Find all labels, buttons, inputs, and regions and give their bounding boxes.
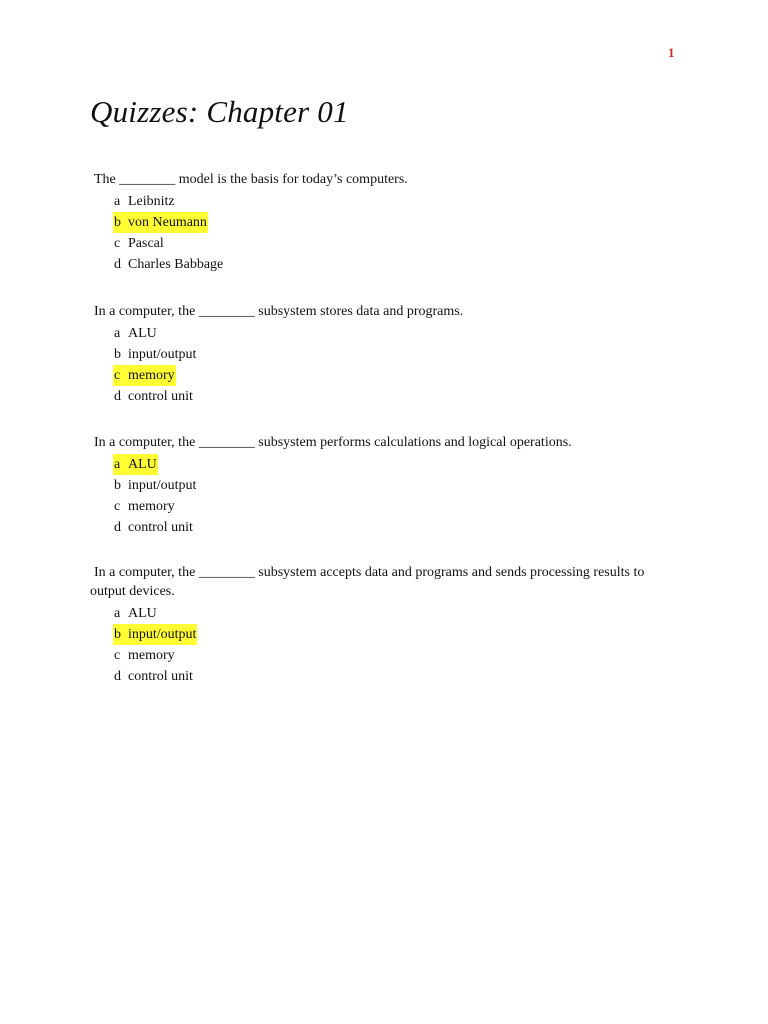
option-letter: b [114, 478, 121, 493]
question-text: The ________ model is the basis for today’s computers. [94, 172, 408, 187]
option-letter: b [114, 627, 121, 642]
option-b [90, 344, 690, 365]
option-a [90, 191, 690, 212]
quiz-question-4 [90, 563, 690, 687]
option-text: Pascal [128, 236, 164, 251]
option-text: von Neumann [128, 215, 207, 230]
option-letter: c [114, 236, 121, 251]
option-d [90, 666, 690, 687]
options-list [90, 191, 690, 275]
option-a [90, 323, 690, 344]
option-d [90, 254, 690, 275]
option-d [90, 517, 690, 538]
quiz-question-2 [90, 302, 690, 407]
option-letter: a [114, 457, 121, 472]
question-text: In a computer, the ________ subsystem accepts data and programs and sends processing results to output devices. [90, 565, 645, 599]
quiz-question-3 [90, 433, 690, 538]
option-letter: d [114, 669, 121, 684]
page-number: 1 [668, 45, 675, 60]
option-text: control unit [128, 389, 193, 404]
options-list [90, 603, 690, 687]
option-text: memory [128, 368, 175, 383]
option-text: input/output [128, 627, 197, 642]
option-text: ALU [128, 457, 157, 472]
option-text: control unit [128, 669, 193, 684]
option-letter: a [114, 606, 121, 621]
option-text: control unit [128, 520, 193, 535]
option-b [90, 475, 690, 496]
option-text: ALU [128, 326, 157, 341]
option-letter: c [114, 499, 121, 514]
option-letter: d [114, 257, 121, 272]
page-title: Quizzes: Chapter 01 [90, 94, 349, 129]
option-letter: a [114, 326, 121, 341]
option-letter: d [114, 389, 121, 404]
option-text: memory [128, 499, 175, 514]
option-c [90, 496, 690, 517]
option-d [90, 386, 690, 407]
option-letter: b [114, 215, 121, 230]
option-text: Leibnitz [128, 194, 175, 209]
option-text: Charles Babbage [128, 257, 224, 272]
option-c [90, 365, 690, 386]
option-text: ALU [128, 606, 157, 621]
option-b [90, 212, 690, 233]
option-b [90, 624, 690, 645]
option-letter: c [114, 368, 121, 383]
option-letter: c [114, 648, 121, 663]
options-list [90, 454, 690, 538]
option-a [90, 603, 690, 624]
quiz-question-1 [90, 170, 690, 275]
option-letter: b [114, 347, 121, 362]
option-letter: d [114, 520, 121, 535]
option-a [90, 454, 690, 475]
option-text: memory [128, 648, 175, 663]
options-list [90, 323, 690, 407]
option-text: input/output [128, 478, 197, 493]
option-text: input/output [128, 347, 197, 362]
option-c [90, 233, 690, 254]
question-text: In a computer, the ________ subsystem performs calculations and logical operations. [94, 435, 572, 450]
option-letter: a [114, 194, 121, 209]
question-text: In a computer, the ________ subsystem stores data and programs. [94, 304, 464, 319]
option-c [90, 645, 690, 666]
